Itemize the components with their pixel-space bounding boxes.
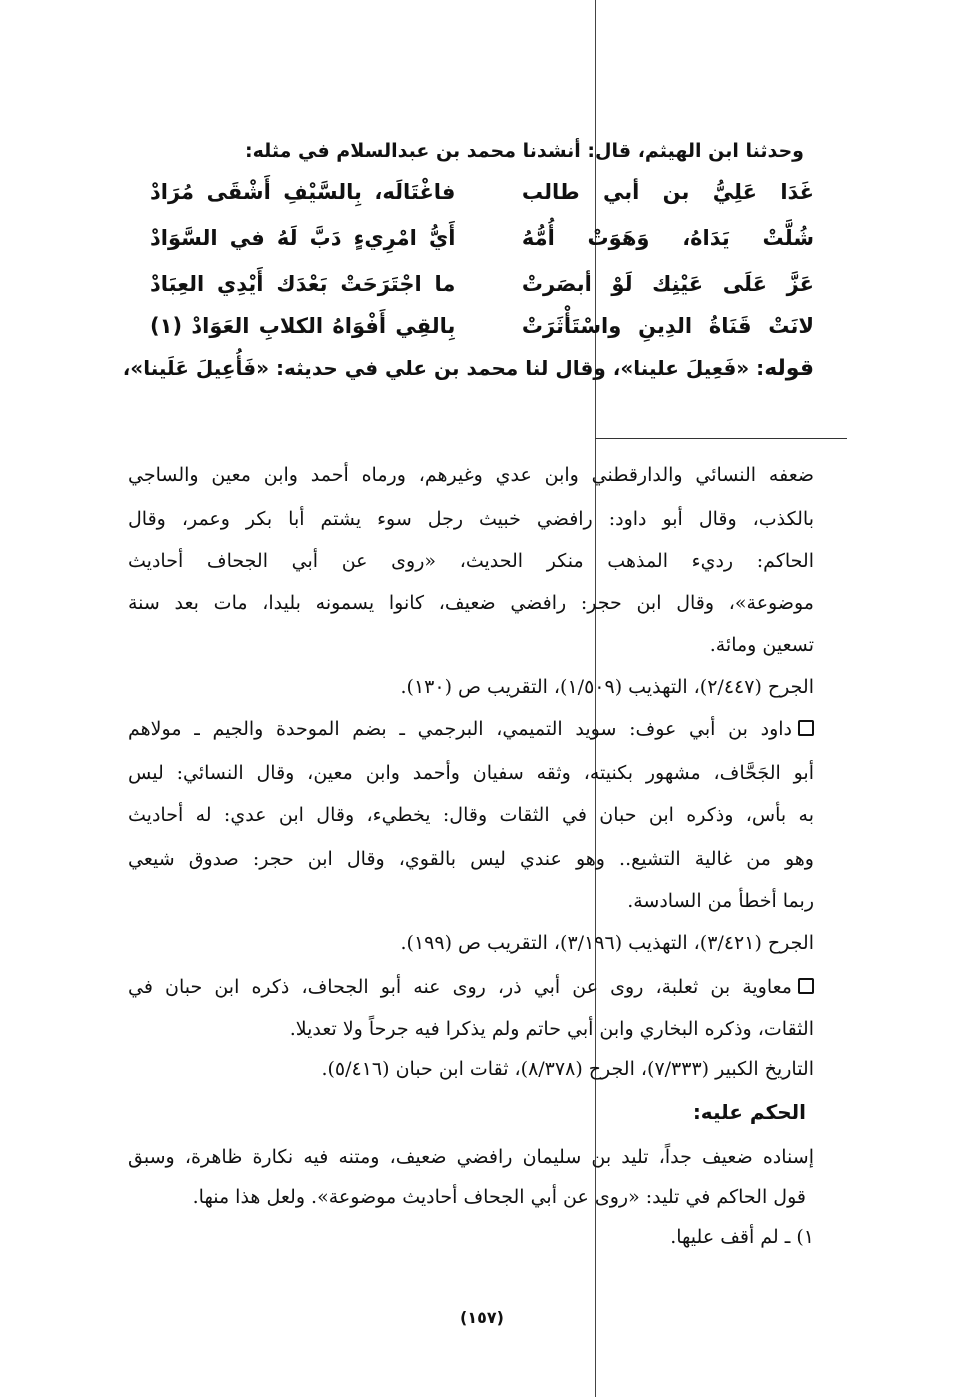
checkbox-bullet-icon (798, 720, 814, 736)
footnote-ref: الجرح (٣/٤٢١)، التهذيب (٣/١٩٦)، التقريب ص (١٩٩). (400, 932, 814, 954)
verse-word: شُلَّتْ (762, 226, 814, 250)
footnote-ref: التاريخ الكبير (٧/٣٣٣)، الجرح (٨/٣٧٨)، ثقات ابن حبان (٥/٤١٦). (321, 1058, 814, 1080)
verse-word: اجْتَرَحَتْ (340, 272, 422, 296)
page-number: (١٥٧) (460, 1308, 504, 1327)
verse-word: العَوَادْ (191, 314, 250, 338)
footnote-line: الحاكم: رديء المذهب منكر الحديث، «روى عن أبي الجحاف أحاديث (128, 550, 814, 572)
verse-line (150, 314, 814, 338)
verse-word: في (229, 226, 265, 250)
verse-word: امْرِيءٍ (353, 226, 417, 250)
qawl-keyword: قوله (764, 356, 814, 381)
verse-word: السَّوَادْ (150, 226, 218, 250)
footnote-line: موضوعة»، وقال ابن حجر: رافضي ضعيف، كانوا يسمونه بليدا، مات بعد سنة (128, 592, 814, 614)
verse-word: الكلابِ (258, 314, 324, 338)
verse-word: أُمُّهُ (521, 226, 555, 250)
verse-word: واسْتَأْثَرَتْ (521, 314, 622, 338)
footnote-ref: الجرح (٢/٤٤٧)، التهذيب (١/٥٠٩)، التقريب ص (١٣٠). (400, 676, 814, 698)
footnote-line (128, 718, 814, 740)
footnote-line: وهو من غالية التشيع.. وهو عندي ليس بالقوي، وقال ابن حجر: صدوق شيعي (128, 848, 814, 870)
verse-word: أبي (602, 180, 640, 204)
verse-word: وَهَوَتْ (587, 226, 650, 250)
intro-line: وحدثنا ابن الهيثم، قال: أنشدنا محمد بن عبدالسلام في مثله: (245, 140, 804, 162)
verse-line (150, 180, 814, 204)
verse-second-hemistich (150, 272, 455, 296)
footnote-line: أبو الجَحَّاف، مشهور بكنيته، وثقه سفيان وأحمد وابن معين، وقال النسائي: ليس (128, 762, 814, 784)
footnote-line: بالكذب، وقال أبو داود: رافضي خبيث رجل سوء يشتم أبا بكر وعمر، وقال (128, 508, 814, 530)
verse-first-hemistich (522, 226, 814, 250)
verse-word: (١) (150, 314, 183, 338)
verse-word: فاغْتَالَه، (374, 180, 456, 204)
verse-word: لَهُ (276, 226, 298, 250)
verse-word: أَيْدِي (217, 272, 264, 296)
footnote-line (128, 976, 814, 998)
verse-word: عَلَى (722, 272, 767, 296)
verse-second-hemistich (150, 226, 455, 250)
verse-word: طالب (521, 180, 580, 204)
verse-word: الدِينِ (638, 314, 693, 338)
verse-first-hemistich (522, 180, 814, 204)
qawl-text: : «فَعِيلَ علينا»، وقال لنا محمد بن علي في حديثه: «فَأُعِيلَ عَلَينا»، (122, 356, 765, 380)
footnote-line: ضعفه النسائي والدارقطني وابن عدي وغيرهم، ورماه أحمد وابن معين والساجي (128, 464, 814, 486)
verse-word: أبصَرتْ (521, 272, 592, 296)
footnote-line: به بأس، وذكره ابن حبان في الثقات وقال: يخطيء، وقال ابن عدي: له أحاديث (128, 804, 814, 826)
verse-line (150, 272, 814, 296)
footnote-line: ربما أخطأ من السادسة. (627, 890, 814, 912)
verse-word: أَفْوَاهُ (332, 314, 387, 338)
verse-word: ما (434, 272, 456, 296)
verse-word: عَزَّ (786, 272, 814, 296)
footnote-note: ١) ـ لم أقف عليها. (670, 1226, 814, 1248)
verse-word: العِبَادْ (150, 272, 205, 296)
verse-word: بِالسَّيْفِ (283, 180, 362, 204)
verse-first-hemistich (522, 314, 814, 338)
footnote-text: معاوية بن ثعلبة، روى عن أبي ذر، روى عنه أبو الجحاف، ذكره ابن حبان في (128, 976, 792, 998)
verse-second-hemistich (150, 180, 455, 204)
verse-word: بَعْدَك (276, 272, 328, 296)
footnote-line: تسعين ومائة. (709, 634, 814, 656)
verse-word: لانَتْ (768, 314, 814, 338)
verse-word: عَيْنِك (652, 272, 704, 296)
verse-word: بن (662, 180, 690, 204)
verse-word: عَلِيُّ (712, 180, 757, 204)
verse-word: يَدَاهُ، (682, 226, 730, 250)
verse-line (150, 226, 814, 250)
verse-word: أَشْقَى (206, 180, 271, 204)
verse-word: بِالقِي (395, 314, 456, 338)
verse-word: لَوْ (611, 272, 633, 296)
ruling-heading: الحكم عليه: (692, 1100, 806, 1124)
footnote-text: داود بن أبي عوف: سويد التميمي، البرجمي ـ بضم الموحدة والجيم ـ مولاهم (128, 718, 792, 740)
footnote-line: الثقات، وذكره البخاري وابن أبي حاتم ولم يذكرا فيه جرحاً ولا تعديلا. (289, 1018, 814, 1040)
verse-word: دَبَّ (309, 226, 342, 250)
verse-word: قَنَاةُ (708, 314, 752, 338)
verse-word: مُرَادْ (150, 180, 195, 204)
footnote-line: إسناده ضعيف جداً، تليد بن سليمان رافضي ضعيف، ومتنه فيه نكارة ظاهرة، وسبق (128, 1146, 814, 1168)
qawl-line (122, 356, 814, 381)
verse-second-hemistich (150, 314, 455, 338)
verse-word: أَيُّ (428, 226, 456, 250)
footnote-line: قول الحاكم في تليد: «روى عن أبي الجحاف أحاديث موضوعة». ولعل هذا منها. (192, 1186, 806, 1208)
checkbox-bullet-icon (798, 978, 814, 994)
footnote-divider (595, 438, 847, 439)
verse-word: غَدَا (780, 180, 814, 204)
verse-first-hemistich (522, 272, 814, 296)
